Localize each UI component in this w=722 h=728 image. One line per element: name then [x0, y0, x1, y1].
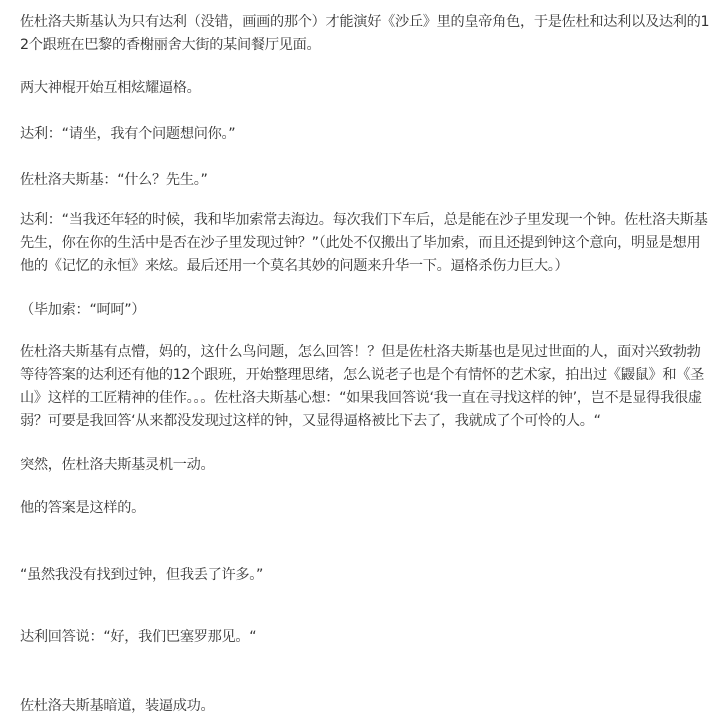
paragraph-jodorowsky-what: 佐杜洛夫斯基：“什么？先生。” — [20, 172, 208, 188]
paragraph-dali-clock-question: 达利：“当我还年轻的时候，我和毕加索常去海边。每次我们下车后，总是能在沙子里发现一个钟。佐杜洛夫斯基先生，你在你的生活中是否在沙子里发现过钟？”（此处不仅搬出了毕加索，而且还提到钟这个意向，明显是想用他的《记忆的永恒》来炫。最后还用一个莫名其妙的问题来升华一下。逼格杀伤力巨大。） — [20, 212, 708, 274]
paragraph-intro: 佐杜洛夫斯基认为只有达利（没错，画画的那个）才能演好《沙丘》里的皇帝角色，于是佐杜和达利以及达利的12个跟班在巴黎的香榭丽舍大街的某间餐厅见面。 — [20, 14, 710, 53]
paragraph-dali-reply: 达利回答说：“好，我们巴塞罗那见。“ — [20, 629, 257, 645]
paragraph-dali-sit: 达利：“请坐，我有个问题想问你。” — [20, 126, 236, 142]
paragraph-inspiration: 突然，佐杜洛夫斯基灵机一动。 — [20, 457, 215, 473]
paragraph-answer-intro: 他的答案是这样的。 — [20, 500, 145, 516]
paragraph-jodorowsky-thinking: 佐杜洛夫斯基有点懵，妈的，这什么鸟问题，怎么回答！？但是佐杜洛夫斯基也是见过世面的人，面对兴致勃勃等待答案的达利还有他的12个跟班，开始整理思绪，怎么说老子也是个有情怀的艺术家，拍出过《鼹鼠》和《圣山》这样的工匠精神的佳作。。。佐杜洛夫斯基心想：“如果我回答说‘我一直在寻找这样的钟’，岂不是显得我很虚弱？可要是我回答‘从来都没发现过这样的钟，又显得逼格被比下去了，我就成了个可怜的人。“ — [20, 344, 705, 429]
paragraph-answer: “虽然我没有找到过钟，但我丢了许多。” — [20, 567, 264, 583]
paragraph-conclusion: 佐杜洛夫斯基暗道，装逼成功。 — [20, 698, 215, 714]
paragraph-showoff: 两大神棍开始互相炫耀逼格。 — [20, 80, 201, 96]
paragraph-picasso-aside: （毕加索：“呵呵”） — [20, 302, 146, 318]
